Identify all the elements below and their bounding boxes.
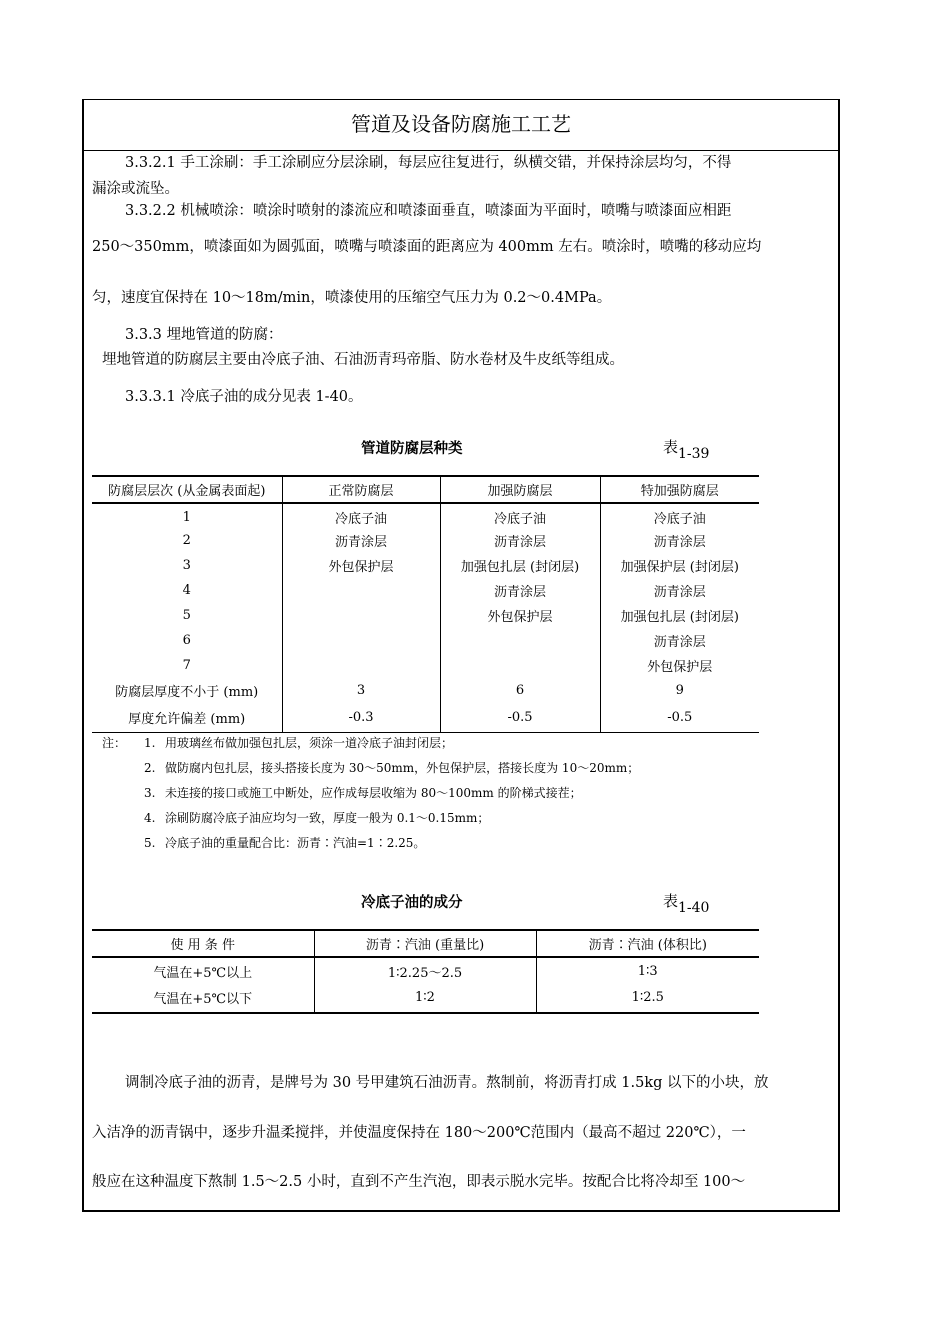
table-cell: -0.5 — [440, 703, 600, 732]
table-cell: 冷底子油 — [440, 503, 600, 528]
table-cell: 加强包扎层 (封闭层) — [620, 610, 739, 625]
table-row — [92, 957, 759, 982]
table-row — [92, 503, 759, 528]
note-item — [102, 806, 639, 831]
table-number-value: 1-40 — [678, 900, 710, 916]
table-header-cell: 沥青∶汽油 (重量比) — [314, 930, 536, 957]
note-text: 涂刷防腐冷底子油应均匀一致，厚度一般为 0.1～0.15mm； — [165, 811, 490, 825]
page-title: 管道及设备防腐施工工艺 — [84, 100, 838, 151]
table-cell — [440, 628, 600, 653]
table-header-cell: 使 用 条 件 — [92, 930, 314, 957]
table-cell — [282, 653, 440, 678]
note-text: 未连接的接口或施工中断处，应作成每层收缩为 80～100mm 的阶梯式接茬； — [165, 786, 582, 800]
table-cell: 3 — [92, 553, 282, 578]
table-cell: 1∶2.5 — [631, 989, 664, 1005]
table-cell: -0.3 — [282, 703, 440, 732]
table-cell: 沥青涂层 — [440, 578, 600, 603]
table-cell — [282, 603, 440, 628]
table-cell: 冷底子油 — [282, 503, 440, 528]
note-number: 4. — [144, 811, 156, 825]
table-header-cell: 防腐层层次 (从金属表面起) — [92, 476, 282, 503]
table-cell: 加强包扎层 (封闭层) — [440, 553, 600, 578]
note-text: 冷底子油的重量配合比：沥青∶汽油=1∶2.25。 — [165, 836, 426, 850]
anticorrosion-layers-table — [92, 475, 759, 733]
table-cell: 外包保护层 — [647, 660, 713, 675]
table-cell — [440, 653, 600, 678]
note-text: 用玻璃丝布做加强包扎层，须涂一道冷底子油封闭层； — [165, 736, 454, 750]
table-row — [92, 982, 759, 1013]
text-line: 3.3.2.1 手工涂刷：手工涂刷应分层涂刷，每层应往复进行，纵横交错，并保持涂层均匀，不得 — [125, 155, 732, 171]
table-row — [92, 703, 759, 732]
text-line: 3.3.2.2 机械喷涂：喷涂时喷射的漆流应和喷漆面垂直，喷漆面为平面时，喷嘴与喷漆面应相距 — [125, 203, 732, 219]
table-caption: 冷底子油的成分 — [361, 895, 463, 911]
text-line: 般应在这种温度下熬制 1.5～2.5 小时，直到不产生汽泡，即表示脱水完毕。按配合比将冷却至 100～ — [92, 1174, 746, 1190]
note-text: 做防腐内包扎层，接头搭接长度为 30～50mm，外包保护层，搭接长度为 10～20mm； — [165, 761, 640, 775]
note-item — [102, 831, 639, 856]
note-number: 2. — [144, 761, 156, 775]
table-cell: 厚度允许偏差 (mm) — [92, 703, 282, 732]
table-cell: 2 — [92, 528, 282, 553]
table-header-row — [92, 930, 759, 957]
table-cell: 外包保护层 — [282, 553, 440, 578]
table-label: 表 — [663, 438, 679, 456]
table-cell — [282, 578, 440, 603]
table-cell: 7 — [92, 653, 282, 678]
table-cell: 3 — [282, 678, 440, 703]
table-cell: 防腐层厚度不小于 (mm) — [92, 678, 282, 703]
note-number: 5. — [144, 836, 156, 850]
cold-primer-table — [92, 929, 759, 1014]
table-cell: 沥青涂层 — [653, 635, 706, 650]
table-cell: 6 — [440, 678, 600, 703]
table-cell: 1∶3 — [637, 964, 658, 979]
table-number — [663, 436, 710, 462]
table-number-value: 1-39 — [678, 446, 710, 462]
table-cell: -0.5 — [667, 709, 693, 725]
note-item — [102, 731, 639, 756]
text-line: 3.3.3.1 冷底子油的成分见表 1-40。 — [125, 389, 363, 405]
table-row — [92, 603, 759, 628]
note-item — [102, 756, 639, 781]
table-header-cell: 正常防腐层 — [282, 476, 440, 503]
note-item — [102, 781, 639, 806]
paragraph-manual-painting — [92, 150, 830, 176]
text-line: 3.3.3 埋地管道的防腐： — [125, 327, 283, 343]
note-number: 1. — [144, 736, 156, 750]
table-header-row — [92, 476, 759, 503]
table-cell: 外包保护层 — [440, 603, 600, 628]
text-line: 漏涂或流坠。 — [92, 181, 179, 197]
text-line: 入洁净的沥青锅中，逐步升温柔搅拌，并使温度保持在 180～200℃范围内（最高不超过 220℃），一 — [92, 1125, 746, 1141]
table-header-cell: 加强防腐层 — [440, 476, 600, 503]
table-row — [92, 553, 759, 578]
note-number: 3. — [144, 786, 156, 800]
table-number — [663, 890, 710, 916]
text-line: 250～350mm，喷漆面如为圆弧面，喷嘴与喷漆面的距离应为 400mm 左右。喷涂时，喷嘴的移动应均 — [92, 239, 762, 255]
table-row — [92, 628, 759, 653]
table-row — [92, 678, 759, 703]
table-cell: 冷底子油 — [653, 512, 706, 527]
text-line: 调制冷底子油的沥青，是牌号为 30 号甲建筑石油沥青。熬制前，将沥青打成 1.5kg 以下的小块，放 — [125, 1075, 769, 1091]
table-cell: 气温在+5℃以上 — [92, 957, 314, 982]
table-notes — [102, 731, 639, 856]
table-cell: 1∶2.25～2.5 — [314, 957, 536, 982]
table-row — [92, 528, 759, 553]
table-caption: 管道防腐层种类 — [361, 441, 463, 457]
text-line: 埋地管道的防腐层主要由冷底子油、石油沥青玛帝脂、防水卷材及牛皮纸等组成。 — [102, 352, 624, 368]
table-cell: 1 — [92, 503, 282, 528]
table-header-cell: 特加强防腐层 — [640, 484, 719, 499]
table-cell: 9 — [675, 683, 684, 698]
table-cell: 加强保护层 (封闭层) — [620, 560, 739, 575]
table-cell: 气温在+5℃以下 — [92, 982, 314, 1013]
text-line: 匀，速度宜保持在 10～18m/min，喷漆使用的压缩空气压力为 0.2～0.4MPa。 — [92, 290, 612, 306]
page-frame — [82, 99, 840, 1212]
table-cell: 6 — [92, 628, 282, 653]
table-row — [92, 578, 759, 603]
table-header-cell: 沥青∶汽油 (体积比) — [588, 938, 707, 953]
table-cell: 4 — [92, 578, 282, 603]
table-cell — [282, 628, 440, 653]
table-cell: 1∶2 — [314, 982, 536, 1013]
table-row — [92, 653, 759, 678]
table-cell: 沥青涂层 — [440, 528, 600, 553]
table-cell: 沥青涂层 — [653, 535, 706, 550]
table-label: 表 — [663, 892, 679, 910]
table-cell: 5 — [92, 603, 282, 628]
table-cell: 沥青涂层 — [653, 585, 706, 600]
note-prefix: 注： — [102, 736, 127, 750]
table-cell: 沥青涂层 — [282, 528, 440, 553]
